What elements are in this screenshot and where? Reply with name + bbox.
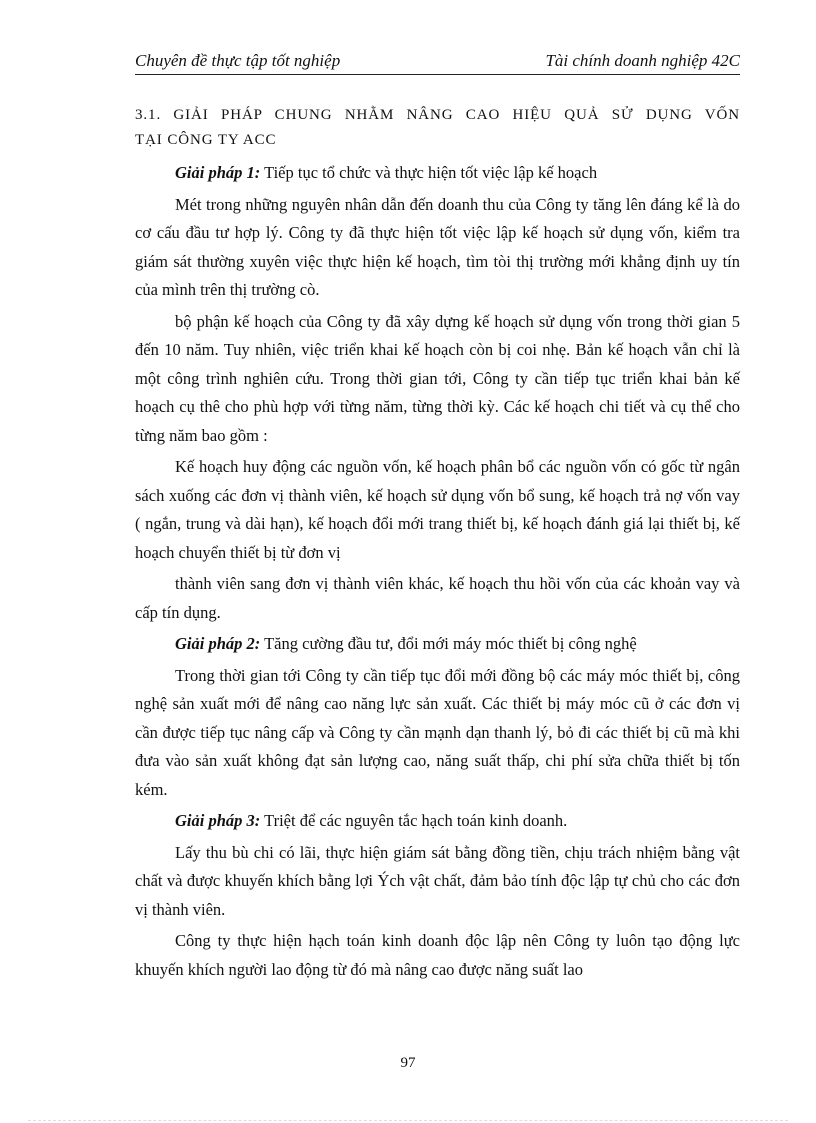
solution-label: Giải pháp 2: <box>175 634 261 653</box>
paragraph: Lấy thu bù chi có lãi, thực hiện giám sát bằng đồng tiền, chịu trách nhiệm bằng vật chất và được khuyến khích bằng lợi Ých vật chất, đảm bảo tính độc lập tự chủ cho các đơn vị thành viên. <box>135 842 740 919</box>
solution-3-heading <box>135 807 740 836</box>
paragraph: bộ phận kế hoạch của Công ty đã xây dựng kế hoạch sử dụng vốn trong thời gian 5 đến 10 năm. Tuy nhiên, việc triển khai kế hoạch còn bị coi nhẹ. Bản kế hoạch vẫn chỉ là một công trình nghiên cứu. Trong thời gian tới, Công ty cần tiếp tục triển khai bản kế hoạch cụ thê cho phù hợp với từng năm, từng thời kỳ. Các kế hoạch chi tiết và cụ thể cho từng năm bao gồm : <box>135 311 740 445</box>
solution-text: Triệt để các nguyên tắc hạch toán kinh doanh. <box>260 811 568 830</box>
section-title-line-1: 3.1. GIẢI PHÁP CHUNG NHẰM NÂNG CAO HIỆU QUẢ SỬ DỤNG VỐN <box>135 107 740 123</box>
header-right-text: Tài chính doanh nghiệp 42C <box>545 51 740 70</box>
page-number: 97 <box>400 1055 416 1071</box>
page-bottom-border <box>28 1120 788 1121</box>
header-left-text: Chuyên đề thực tập tốt nghiệp <box>135 51 341 70</box>
page-header <box>135 48 740 75</box>
solution-1-heading <box>135 159 740 188</box>
paragraph: thành viên sang đơn vị thành viên khác, kế hoạch thu hồi vốn của các khoản vay và cấp tín dụng. <box>135 574 740 622</box>
paragraph: Mét trong những nguyên nhân dẫn đến doanh thu của Công ty tăng lên đáng kể là do cơ cấu đầu tư hợp lý. Công ty đã thực hiện tốt việc lập kế hoạch sử dụng vốn, kiểm tra giám sát thường xuyên việc thực hiện kế hoạch, tìm tòi thị trường mới khẳng định uy tín của mình trên thị trường cò. <box>135 194 740 299</box>
section-title <box>135 103 740 153</box>
solution-text: Tiếp tục tổ chức và thực hiện tốt việc lập kế hoạch <box>260 163 598 182</box>
paragraph: Kế hoạch huy động các nguồn vốn, kế hoạch phân bổ các nguồn vốn có gốc từ ngân sách xuống các đơn vị thành viên, kế hoạch sử dụng vốn bổ sung, kế hoạch trả nợ vốn vay ( ngắn, trung và dài hạn), kế hoạch đổi mới trang thiết bị, kế hoạch đánh giá lại thiết bị, kế hoạch chuyển thiết bị từ đơn vị <box>135 457 740 562</box>
solution-2-heading <box>135 630 740 659</box>
solution-label: Giải pháp 3: <box>175 811 261 830</box>
page-body <box>135 103 740 987</box>
paragraph: Trong thời gian tới Công ty cần tiếp tục đổi mới đồng bộ các máy móc thiết bị, công nghệ sản xuất mới để nâng cao năng lực sản xuất. Các thiết bị máy móc cũ ở các đơn vị cần được tiếp tục nâng cấp và Công ty cần mạnh dạn thanh lý, bỏ đi các thiết bị cũ mà khi đưa vào sản xuất không đạt sản lượng cao, năng suất thấp, chi phí sửa chữa thiết bị tốn kém. <box>135 665 740 799</box>
paragraph: Công ty thực hiện hạch toán kinh doanh độc lập nên Công ty luôn tạo động lực khuyến khích người lao động từ đó mà nâng cao được năng suất lao <box>135 931 740 979</box>
section-title-line-2: TẠI CÔNG TY ACC <box>135 132 277 148</box>
solution-text: Tăng cường đầu tư, đổi mới máy móc thiết bị công nghệ <box>260 634 637 653</box>
solution-label: Giải pháp 1: <box>175 163 261 182</box>
